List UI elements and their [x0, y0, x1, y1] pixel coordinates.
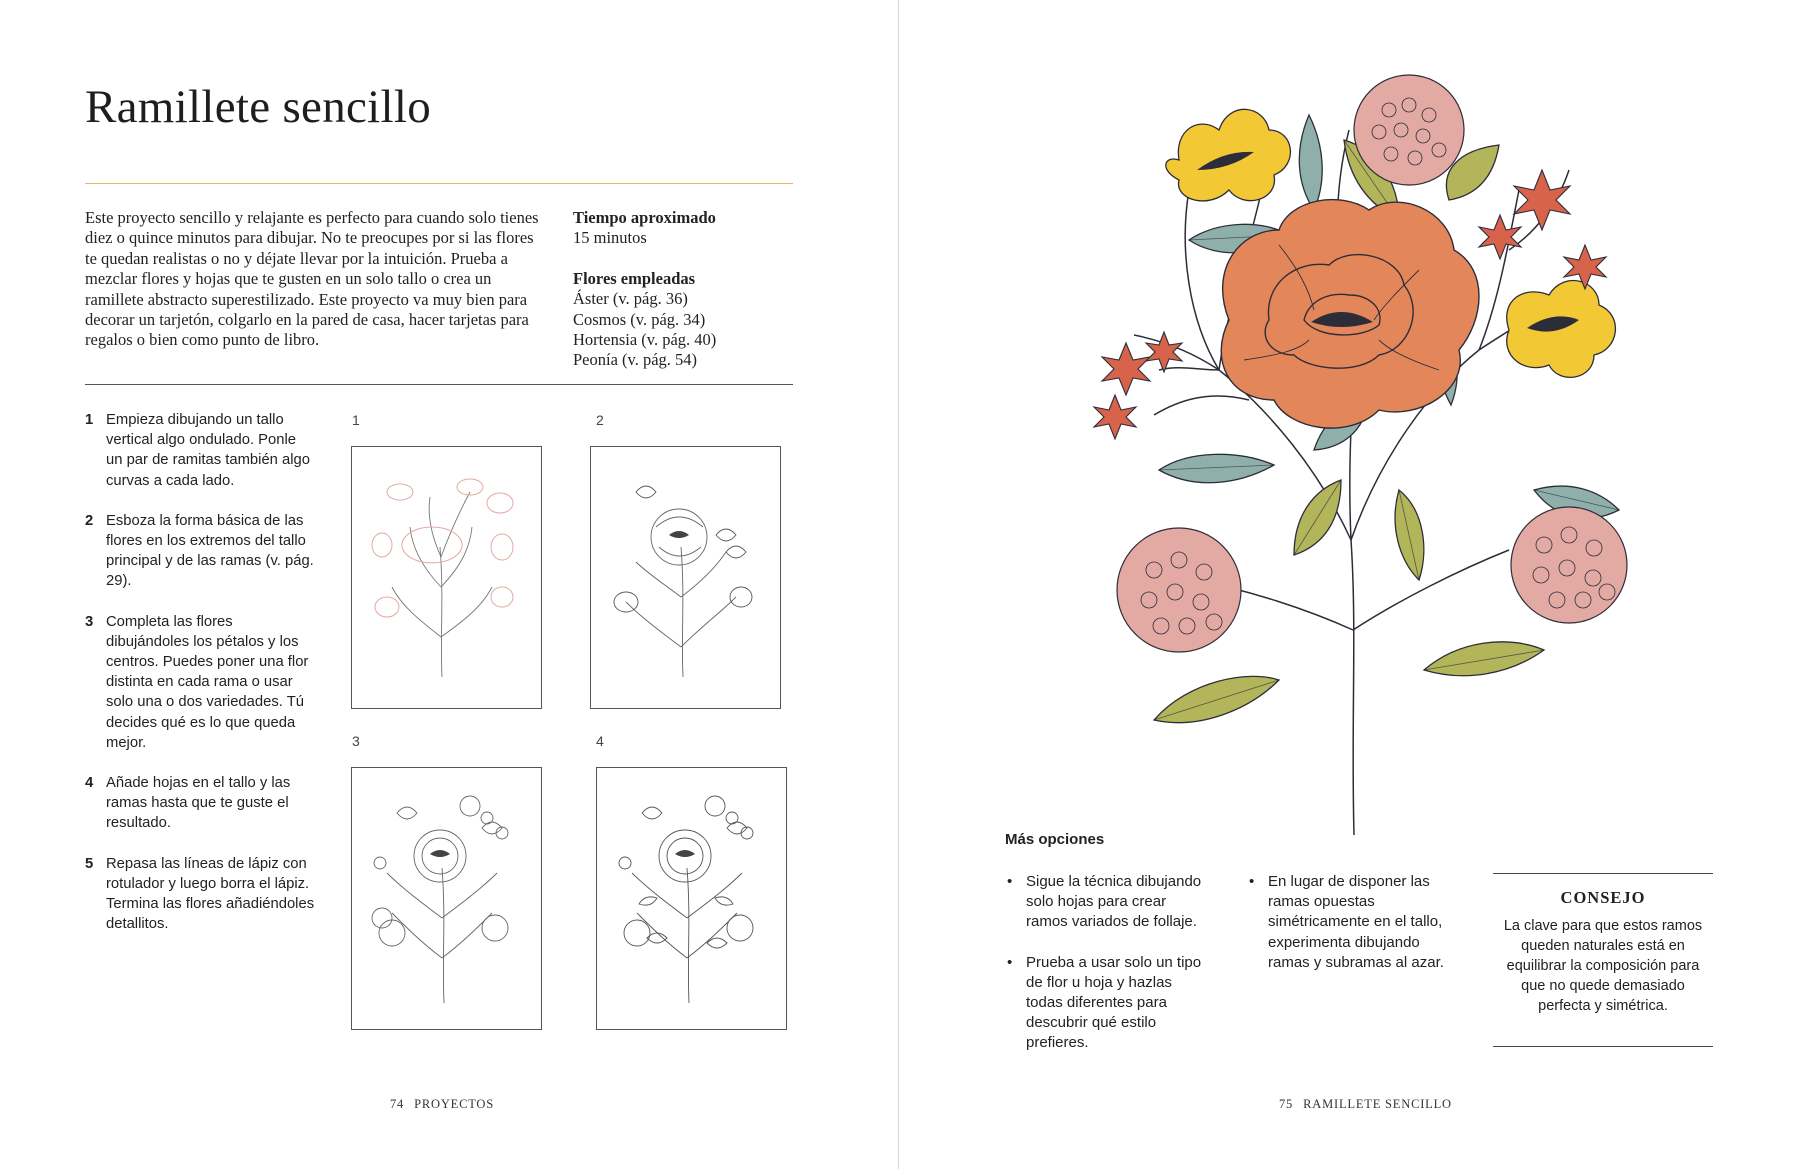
- sketch-illustration: [591, 447, 780, 708]
- options-list-col1: [1005, 872, 1205, 1074]
- project-info: [573, 208, 793, 371]
- figure-number: 4: [596, 733, 604, 749]
- time-label: Tiempo aproximado: [573, 208, 716, 227]
- figure-number: 2: [596, 412, 604, 428]
- page-number: 75: [1279, 1097, 1294, 1111]
- option-text: En lugar de disponer las ramas opuestas simétricamente en el tallo, experimenta dibujando ramas y subramas al azar.: [1268, 873, 1444, 971]
- folio: [390, 1097, 494, 1112]
- options-list-col2: [1247, 872, 1452, 993]
- list-item: [1005, 872, 1205, 933]
- steps-list: [85, 410, 315, 954]
- step-item: [85, 773, 315, 834]
- time-value: 15 minutos: [573, 228, 647, 248]
- option-text: Sigue la técnica dibujando solo hojas para crear ramos variados de follaje.: [1026, 873, 1202, 931]
- section-divider: [85, 384, 793, 385]
- step4-sketch: [596, 767, 787, 1030]
- bullet-dot: •: [1007, 953, 1013, 971]
- step-text: Añade hojas en el tallo y las ramas hasta que te guste el resultado.: [106, 775, 291, 832]
- step-text: Esboza la forma básica de las flores en los extremos del tallo principal y de las ramas (v. pág. 29).: [106, 512, 314, 590]
- sketch-illustration: [352, 768, 541, 1029]
- step-number: 4: [85, 775, 94, 792]
- step-number: 5: [85, 855, 94, 872]
- bullet-dot: •: [1007, 873, 1013, 890]
- figure-number: 3: [352, 733, 360, 749]
- flower-item: Áster (v. pág. 36): [573, 289, 688, 309]
- list-item: [1247, 872, 1452, 973]
- sketch-illustration: [597, 768, 786, 1029]
- flower-item: Cosmos (v. pág. 34): [573, 309, 706, 329]
- right-page: [899, 0, 1800, 1169]
- step-number: 1: [85, 412, 94, 428]
- bouquet-svg: [1079, 70, 1639, 840]
- step3-sketch: [351, 767, 542, 1030]
- step-text: Completa las flores dibujándoles los pétalos y los centros. Puedes poner una flor distinta en cada rama o usar solo una o dos variedades. Tú decides qué es lo que queda mejor.: [106, 613, 309, 751]
- tip-box: [1493, 873, 1713, 1047]
- flower-item: Hortensia (v. pág. 40): [573, 330, 717, 350]
- tip-text: La clave para que estos ramos queden naturales está en equilibrar la composición para que no quede demasiado perfecta y simétrica.: [1503, 918, 1703, 1014]
- more-options-title: Más opciones: [1005, 831, 1105, 848]
- step-number: 2: [85, 512, 94, 529]
- step-text: Empieza dibujando un tallo vertical algo ondulado. Ponle un par de ramitas también algo curvas a cada lado.: [106, 412, 310, 489]
- step2-sketch: [590, 446, 781, 709]
- tip-title: CONSEJO: [1560, 888, 1646, 907]
- page-number: 74: [390, 1097, 405, 1111]
- option-text: Prueba a usar solo un tipo de flor u hoja y hazlas todas diferentes para descubrir qué estilo prefieres.: [1026, 953, 1202, 1052]
- flower-item: Peonía (v. pág. 54): [573, 350, 698, 370]
- bouquet-illustration: [1079, 70, 1639, 840]
- step-item: [85, 410, 315, 491]
- bullet-dot: •: [1249, 873, 1255, 890]
- step-text: Repasa las líneas de lápiz con rotulador y luego borra el lápiz. Termina las flores añadiéndoles detallitos.: [106, 855, 315, 933]
- sketch-illustration: [352, 447, 541, 708]
- page-title: Ramillete sencillo: [85, 81, 432, 133]
- flowers-label: Flores empleadas: [573, 268, 696, 288]
- folio: [1279, 1097, 1452, 1112]
- title-divider: [85, 183, 793, 184]
- step-item: [85, 511, 315, 592]
- step-item: [85, 854, 315, 935]
- step-number: 3: [85, 613, 94, 630]
- figure-number: 1: [352, 412, 360, 428]
- list-item: [1005, 953, 1205, 1054]
- step1-sketch: [351, 446, 542, 709]
- step-item: [85, 612, 315, 753]
- left-page: [0, 0, 899, 1169]
- running-head: PROYECTOS: [414, 1097, 495, 1111]
- intro-paragraph: Este proyecto sencillo y relajante es perfecto para cuando solo tienes diez o quince minutos para dibujar. No te preocupes por si las flores te quedan realistas o no y déjate llevar por la intuición. Prueba a mezclar flores y hojas que te gusten en un solo tallo o crea un ramillete abstracto superestilizado. Este proyecto va muy bien para decorar un tarjetón, colgarlo en la pared de casa, hacer tarjetas para regalos o bien como punto de libro.: [85, 208, 539, 350]
- running-head: RAMILLETE SENCILLO: [1303, 1097, 1452, 1111]
